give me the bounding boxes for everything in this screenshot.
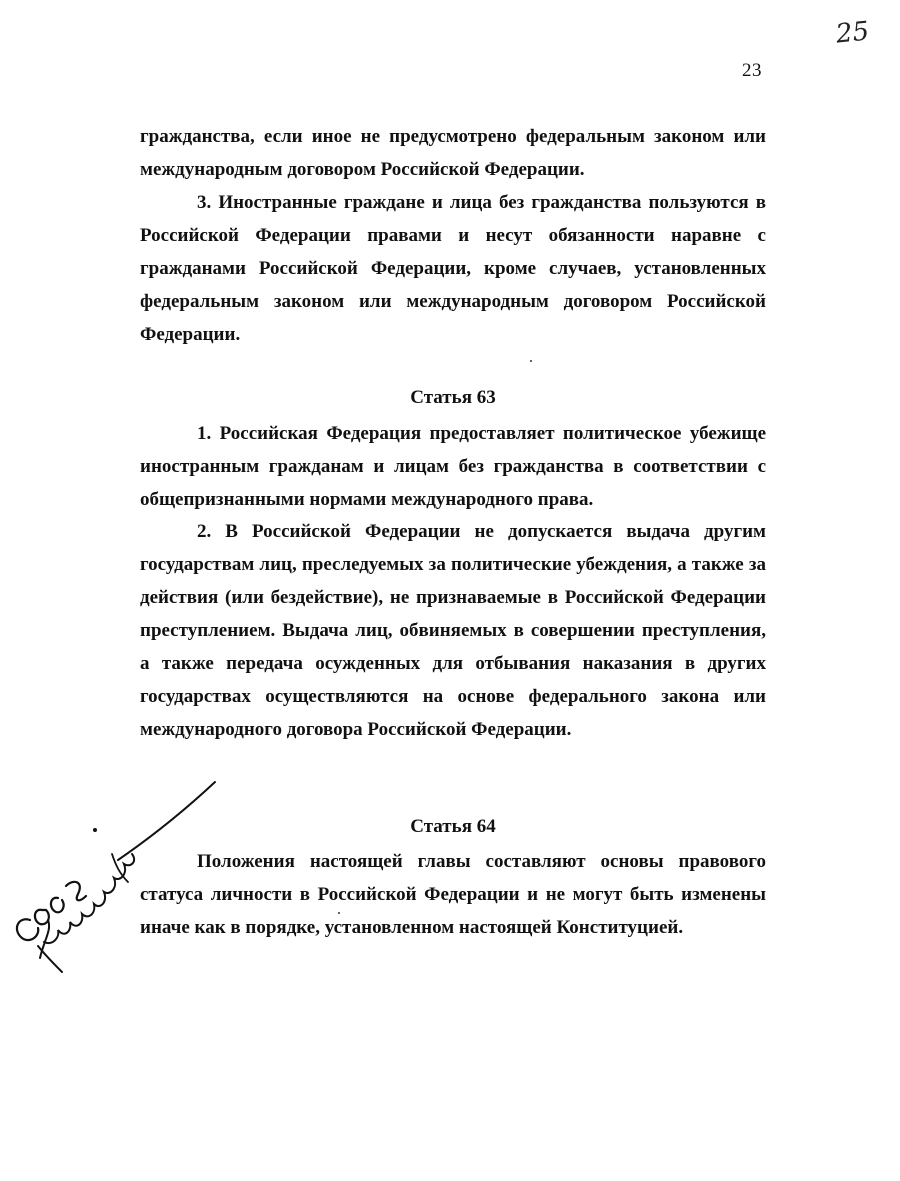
- article-64-heading: Статья 64: [410, 816, 496, 837]
- scan-speck: [530, 360, 532, 362]
- handwritten-signature: [0, 770, 240, 980]
- article-63-heading: Статья 63: [410, 387, 496, 408]
- article-63-paragraph-1: 1. Российская Федерация предоставляет политическое убежище иностранным гражданам и лицам без гражданства в соответствии с общепризнанными нормами международного права.: [140, 423, 766, 510]
- handwritten-page-number: 25: [834, 16, 871, 50]
- article-63-paragraph-2: 2. В Российской Федерации не допускается выдача другим государствам лиц, преследуемых за политические убеждения, а также за действия (или бездействие), не признаваемые в Российской Федерации преступлением. Выдача лиц, обвиняемых в совершении преступления, а также передача осужденных для отбывания наказания в других государствах осуществляются на основе федерального закона или международного договора Российской Федерации.: [140, 521, 766, 740]
- page-number: 23: [742, 60, 762, 81]
- continuation-paragraph: гражданства, если иное не предусмотрено федеральным законом или международным договором Российской Федерации.: [140, 126, 766, 180]
- article-62-paragraph-3: 3. Иностранные граждане и лица без гражданства пользуются в Российской Федерации правами и несут обязанности наравне с гражданами Российской Федерации, кроме случаев, установленных федеральным законом или международным договором Российской Федерации.: [140, 192, 766, 345]
- article-64-paragraph-1: Положения настоящей главы составляют основы правового статуса личности в Российской Федерации и не могут быть изменены иначе как в порядке, установленном настоящей Конституцией.: [140, 851, 766, 938]
- scan-speck: [338, 912, 340, 914]
